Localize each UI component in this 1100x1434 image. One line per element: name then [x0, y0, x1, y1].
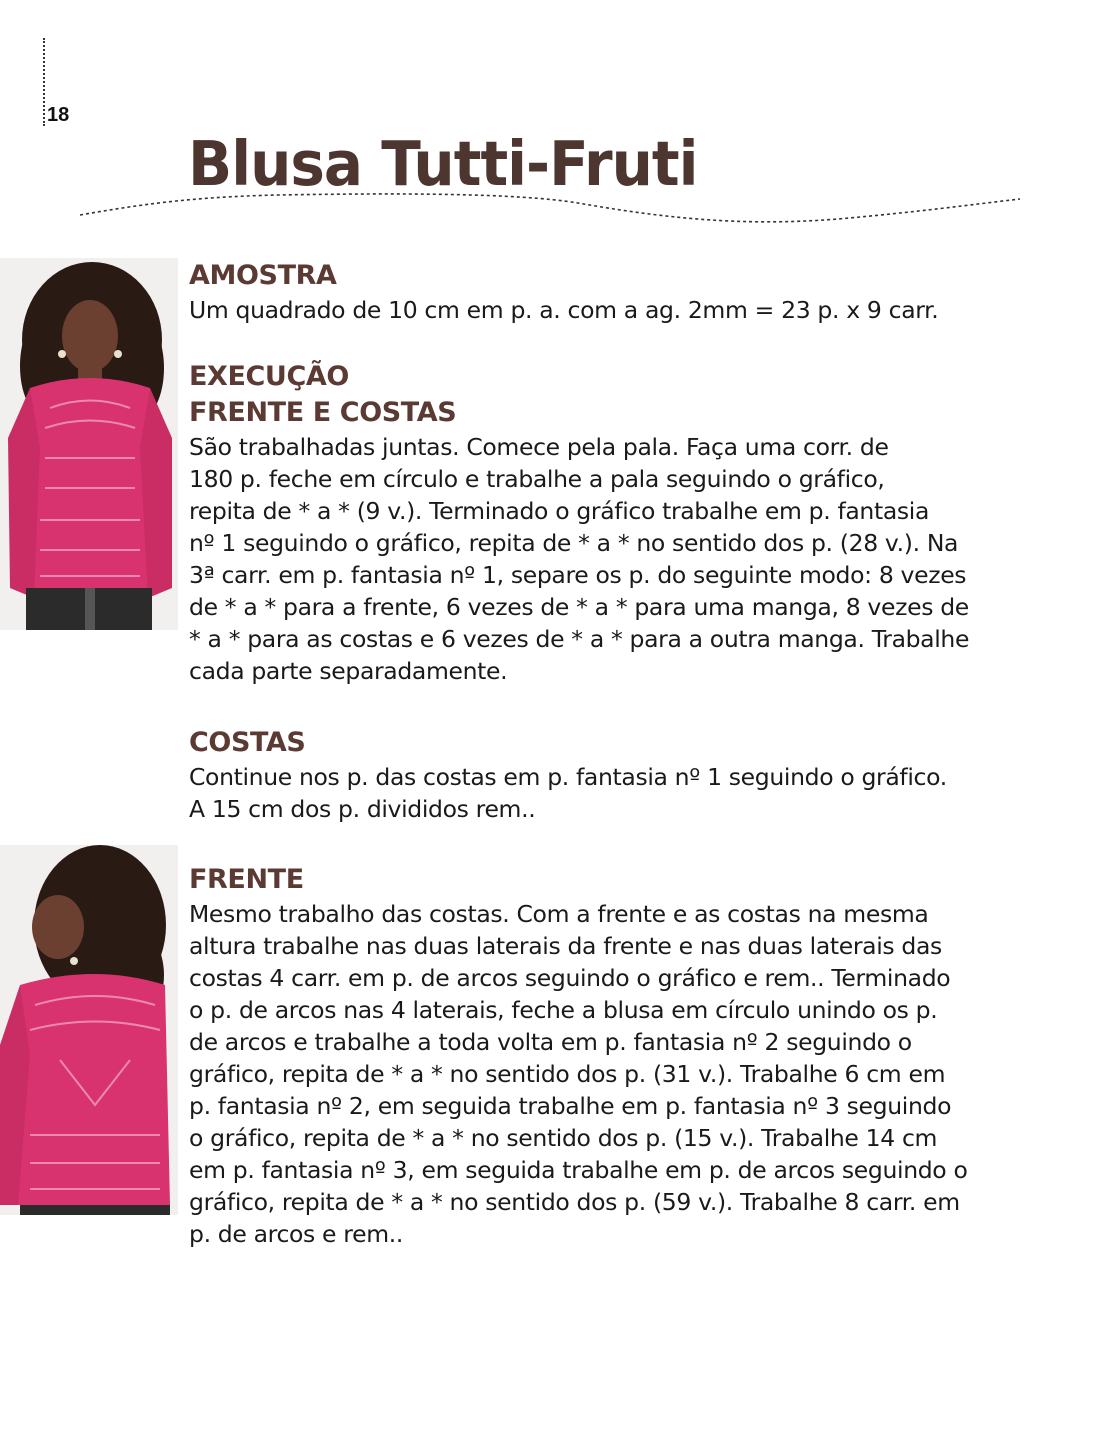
text-line: nº 1 seguindo o gráfico, repita de * a * no sentido dos p. (28 v.). Na [189, 529, 959, 557]
text-line: * a * para as costas e 6 vezes de * a * para a outra manga. Trabalhe [189, 625, 970, 653]
text-line: gráfico, repita de * a * no sentido dos p. (59 v.). Trabalhe 8 carr. em [189, 1188, 960, 1216]
text-line: de * a * para a frente, 6 vezes de * a * para uma manga, 8 vezes de [189, 593, 969, 621]
page-title: Blusa Tutti-Fruti [188, 128, 698, 201]
section-text-frente [189, 898, 1049, 1250]
model-photo-front [0, 258, 178, 630]
text-line: São trabalhadas juntas. Comece pela pala. Faça uma corr. de [189, 433, 889, 461]
text-line: Continue nos p. das costas em p. fantasia nº 1 seguindo o gráfico. [189, 763, 947, 791]
section-text-execucao [189, 431, 1049, 687]
text-line: gráfico, repita de * a * no sentido dos p. (31 v.). Trabalhe 6 cm em [189, 1060, 946, 1088]
text-line: A 15 cm dos p. divididos rem.. [189, 795, 536, 823]
text-line: cada parte separadamente. [189, 657, 508, 685]
model-back-illustration [0, 845, 178, 1215]
text-line: em p. fantasia nº 3, em seguida trabalhe em p. de arcos seguindo o [189, 1156, 968, 1184]
section-amostra [189, 258, 1049, 326]
section-heading-execucao: EXECUÇÃO [189, 361, 349, 392]
section-costas [189, 725, 1049, 825]
section-frente [189, 862, 1049, 1250]
title-wave-divider [78, 185, 1023, 235]
section-heading-frente: FRENTE [189, 864, 304, 895]
section-execucao [189, 359, 1049, 687]
text-line: o p. de arcos nas 4 laterais, feche a blusa em círculo unindo os p. [189, 996, 938, 1024]
page-number: 18 [47, 104, 70, 126]
model-photo-back [0, 845, 178, 1215]
text-line: altura trabalhe nas duas laterais da frente e nas duas laterais das [189, 932, 942, 960]
section-text-costas [189, 761, 1049, 825]
section-text-amostra [189, 294, 1049, 326]
text-line: 3ª carr. em p. fantasia nº 1, separe os p. do seguinte modo: 8 vezes [189, 561, 967, 589]
text-line: Um quadrado de 10 cm em p. a. com a ag. 2mm = 23 p. x 9 carr. [189, 296, 939, 324]
margin-rule [43, 38, 45, 126]
text-line: costas 4 carr. em p. de arcos seguindo o gráfico e rem.. Terminado [189, 964, 951, 992]
text-line: repita de * a * (9 v.). Terminado o gráfico trabalhe em p. fantasia [189, 497, 930, 525]
section-heading-amostra: AMOSTRA [189, 260, 337, 291]
text-line: de arcos e trabalhe a toda volta em p. fantasia nº 2 seguindo o [189, 1028, 912, 1056]
text-line: Mesmo trabalho das costas. Com a frente e as costas na mesma [189, 900, 929, 928]
text-line: p. fantasia nº 2, em seguida trabalhe em p. fantasia nº 3 seguindo [189, 1092, 952, 1120]
model-front-illustration [0, 258, 178, 630]
text-line: 180 p. feche em círculo e trabalhe a pala seguindo o gráfico, [189, 465, 885, 493]
section-subheading-frente-e-costas: FRENTE E COSTAS [189, 397, 457, 428]
text-line: o gráfico, repita de * a * no sentido dos p. (15 v.). Trabalhe 14 cm [189, 1124, 938, 1152]
section-heading-costas: COSTAS [189, 727, 306, 758]
text-line: p. de arcos e rem.. [189, 1220, 403, 1248]
